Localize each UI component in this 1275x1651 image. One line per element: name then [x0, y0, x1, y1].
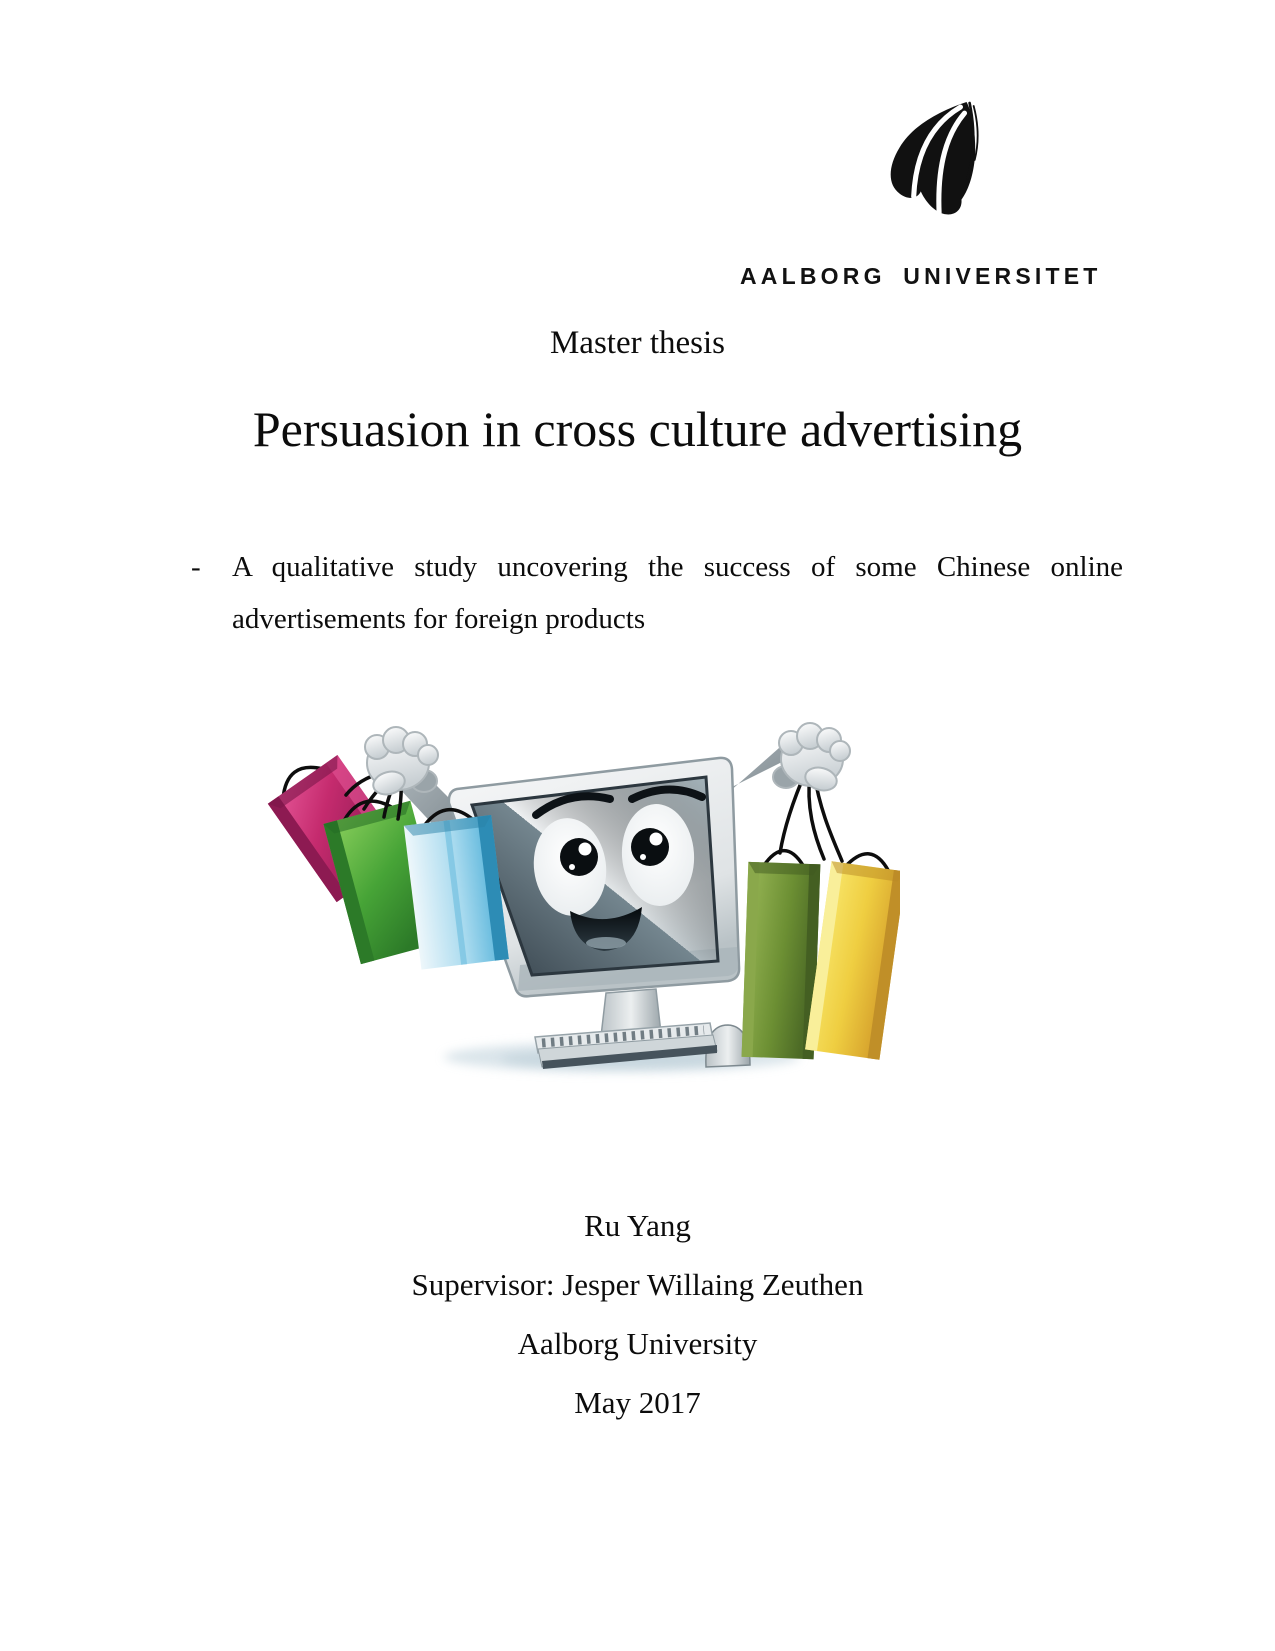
institution-line: Aalborg University — [517, 1326, 758, 1361]
right-hand — [773, 723, 850, 794]
bullet-text-line1: A qualitative study uncovering the success of some Chinese online — [232, 551, 1123, 583]
bullet-text-line2: advertisements for foreign products — [232, 603, 646, 635]
university-wordmark: AALBORG UNIVERSITET — [740, 263, 1102, 289]
author-name: Ru Yang — [584, 1208, 691, 1243]
shopping-computer-illustration — [240, 695, 900, 1085]
blue-shopping-bag — [403, 805, 509, 970]
date-line: May 2017 — [574, 1385, 701, 1420]
supervisor-line: Supervisor: Jesper Willaing Zeuthen — [411, 1267, 864, 1302]
aalborg-university-logo-icon — [872, 98, 994, 232]
left-hand — [365, 727, 438, 798]
page-title: Persuasion in cross culture advertising — [252, 401, 1023, 457]
document-subtitle: Master thesis — [549, 325, 726, 361]
bullet-dash-marker: - — [191, 551, 201, 583]
